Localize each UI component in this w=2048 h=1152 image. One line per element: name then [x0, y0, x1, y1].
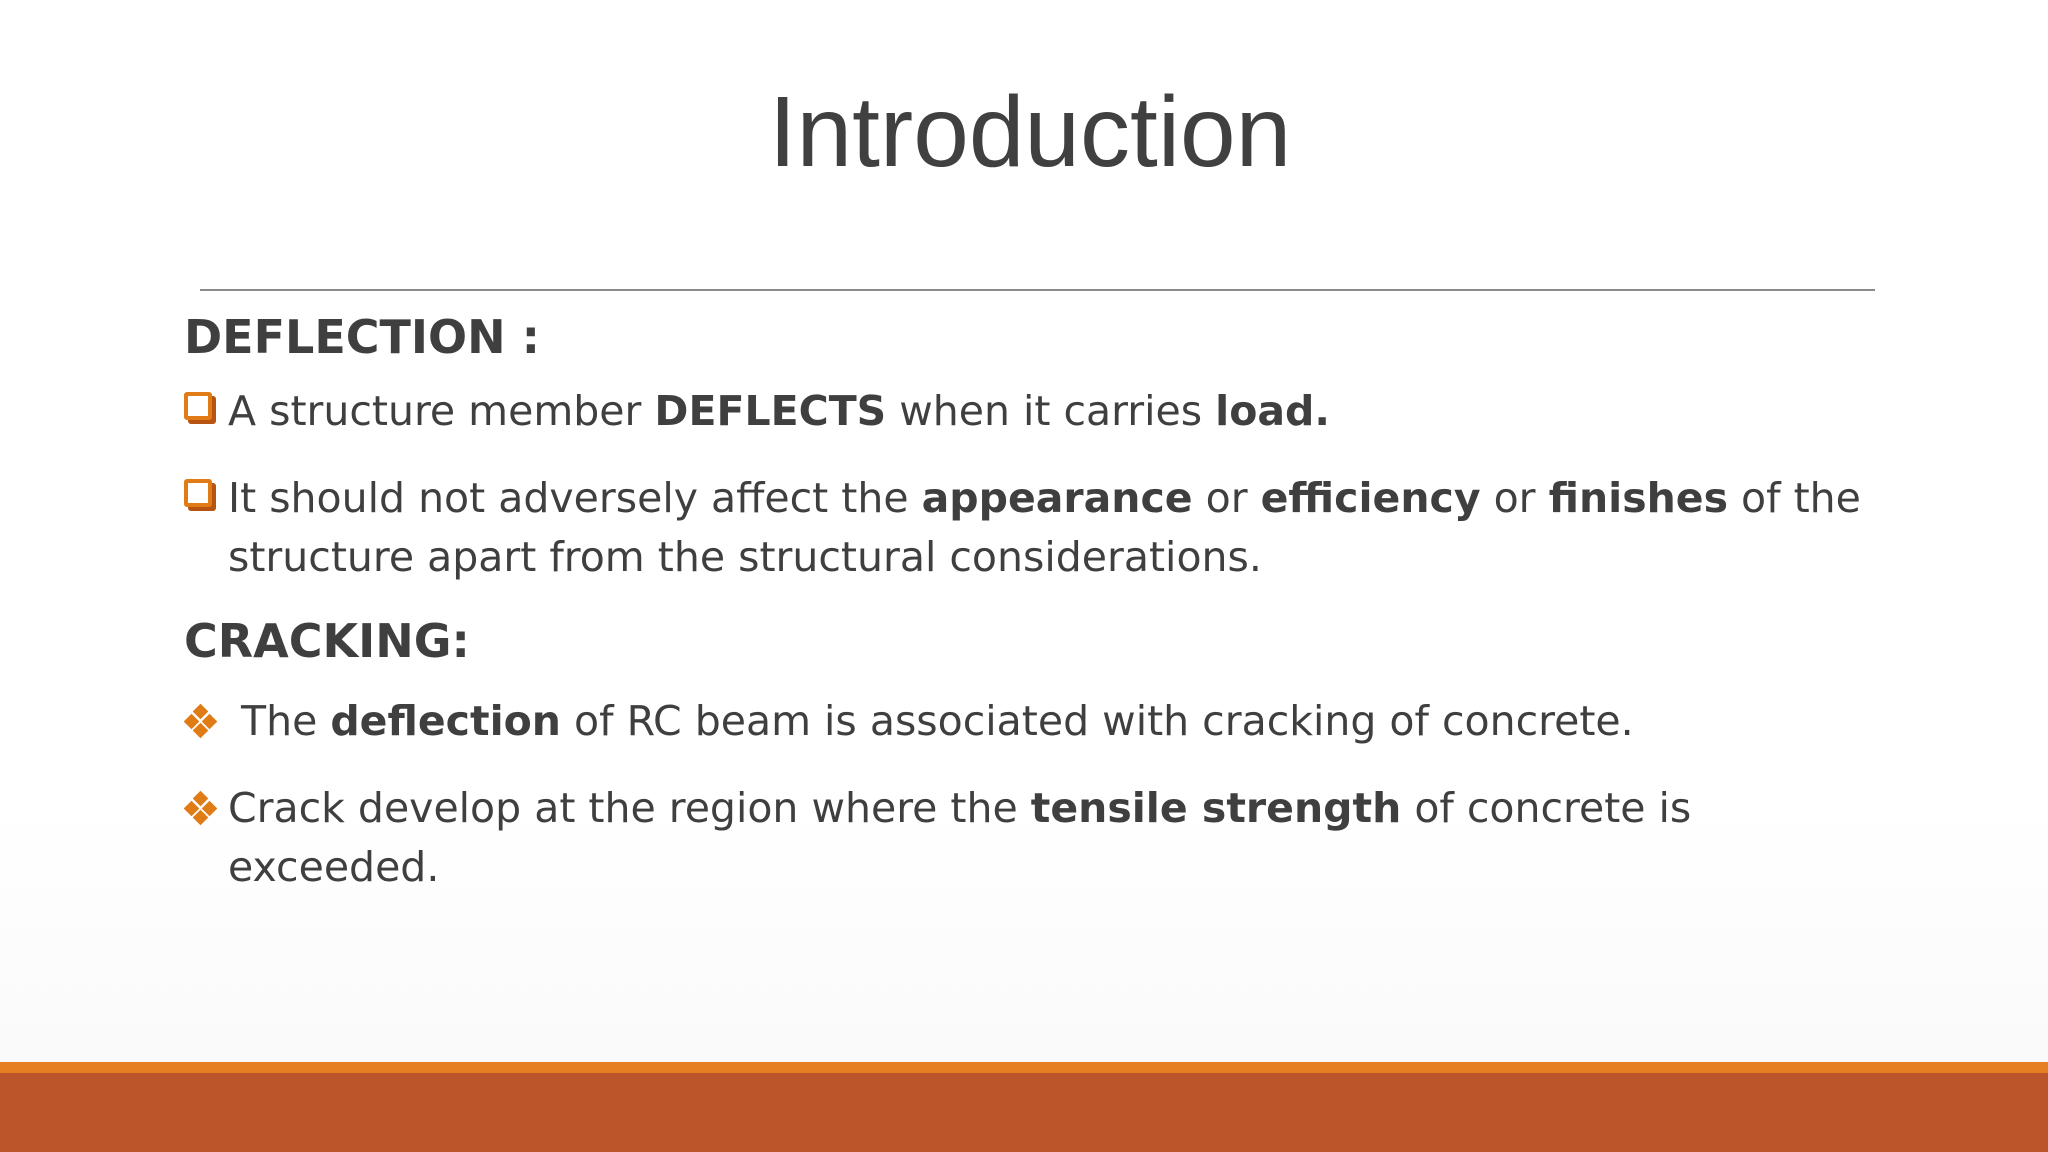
- title-divider: [200, 289, 1875, 291]
- diamond-bullet-icon: [184, 696, 228, 752]
- deflection-heading: DEFLECTION :: [184, 310, 541, 364]
- slide-title: Introduction: [768, 76, 1292, 188]
- cracking-heading: CRACKING:: [184, 614, 470, 668]
- list-item: A structure member DEFLECTS when it carries load.: [184, 383, 1904, 442]
- footer-accent-stripe: [0, 1062, 2048, 1073]
- list-item: Crack develop at the region where the tensile strength of concrete is exceeded.: [184, 780, 1904, 895]
- list-item: It should not adversely affect the appearance or efficiency or finishes of the structure apart from the structural considerations.: [184, 470, 1904, 585]
- slide-body: [184, 305, 1904, 895]
- footer-band: [0, 1073, 2048, 1152]
- square-bullet-icon: [184, 473, 228, 529]
- list-item: The deflection of RC beam is associated with cracking of concrete.: [184, 693, 1904, 752]
- diamond-bullet-icon: [184, 783, 228, 839]
- square-bullet-icon: [184, 386, 228, 442]
